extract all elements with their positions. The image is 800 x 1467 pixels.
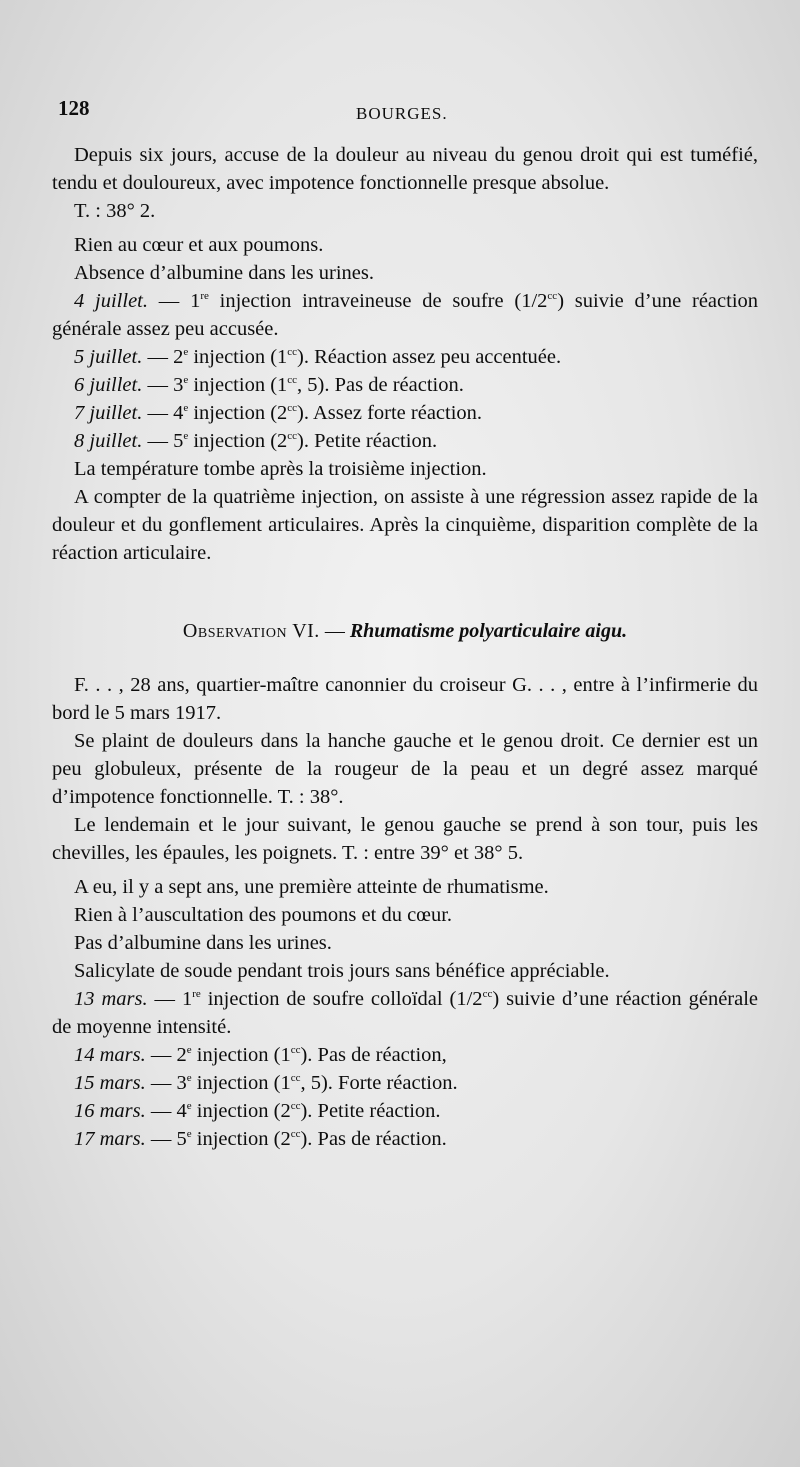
running-head: BOURGES. [356,104,448,123]
paragraph: La température tombe après la troisième injection. [74,458,487,480]
paragraph: Pas d’albumine dans les urines. [74,932,332,954]
injection-entry: 7 juillet. — 4e injection $(2^{cc})$. Assez forte réaction. [74,402,483,424]
entry-date: 5 juillet. [74,346,143,368]
entry-date: 7 juillet. [74,402,143,424]
page-header [58,96,758,126]
injection-entry: 13 mars. — 1re injection de soufre colloïdal $(1/2^{cc})$ suivie d’une réaction générale de moyenne intensité. [52,988,759,1038]
observation-title: Rhumatisme polyarticulaire aigu. [349,620,628,642]
observation-heading: Observation VI. — Rhumatisme polyarticulaire aigu. [182,620,628,642]
injection-entry: 8 juillet. — 5e injection $(2^{cc})$. Petite réaction. [74,430,438,452]
injection-entry: 16 mars. — 4e injection $(2^{cc})$. Petite réaction. [74,1100,441,1122]
injection-entry: 4 juillet. — 1re injection intraveineuse de soufre $(1/2^{cc})$ suivie d’une réaction générale assez peu accusée. [52,290,759,340]
paragraph: Rien au cœur et aux poumons. [74,234,324,256]
entry-date: 13 mars. [74,988,148,1010]
observation-label: Observation VI. [182,620,320,642]
paragraph: A compter de la quatrième injection, on assiste à une régression assez rapide de la douleur et du gonflement articulaires. Après la cinquième, disparition complète de la réaction articulaire. [52,486,758,564]
body-text [52,141,758,1153]
paragraph: Le lendemain et le jour suivant, le genou gauche se prend à son tour, puis les chevilles, les épaules, les poignets. T. : entre 39° et 38° 5. [52,814,758,864]
page-number: 128 [58,96,90,120]
injection-entry: 14 mars. — 2e injection $(1^{cc})$. Pas de réaction, [74,1044,447,1066]
injection-entry: 15 mars. — 3e injection ($1^{cc}$, 5). Forte réaction. [74,1072,458,1094]
entry-date: 14 mars. [74,1044,146,1066]
entry-date: 17 mars. [74,1128,146,1150]
paragraph: T. : 38° 2. [74,200,156,222]
paragraph: A eu, il y a sept ans, une première atteinte de rhumatisme. [74,876,549,898]
entry-date: 6 juillet. [74,374,143,396]
entry-date: 8 juillet. [74,430,143,452]
paragraph: F. . . , 28 ans, quartier-maître canonnier du croiseur G. . . , entre à l’infirmerie du bord le 5 mars 1917. [52,674,758,724]
paragraph: Salicylate de soude pendant trois jours sans bénéfice appréciable. [74,960,610,982]
injection-entry: 5 juillet. — 2e injection $(1^{cc})$. Réaction assez peu accentuée. [74,346,562,368]
paragraph: Rien à l’auscultation des poumons et du cœur. [74,904,453,926]
paragraph: Absence d’albumine dans les urines. [74,262,375,284]
entry-date: 15 mars. [74,1072,146,1094]
paragraph: Depuis six jours, accuse de la douleur au niveau du genou droit qui est tuméfié, tendu et douloureux, avec impotence fonctionnelle presque absolue. [52,144,758,194]
entry-date: 4 juillet. [74,290,148,312]
injection-entry: 6 juillet. — 3e injection ($1^{cc}$, 5). Pas de réaction. [74,374,464,396]
entry-date: 16 mars. [74,1100,146,1122]
injection-entry: 17 mars. — 5e injection $(2^{cc})$. Pas de réaction. [74,1128,447,1150]
paragraph: Se plaint de douleurs dans la hanche gauche et le genou droit. Ce dernier est un peu globuleux, présente de la rougeur de la peau et un degré assez marqué d’impotence fonctionnelle. T. : 38°. [52,730,758,808]
